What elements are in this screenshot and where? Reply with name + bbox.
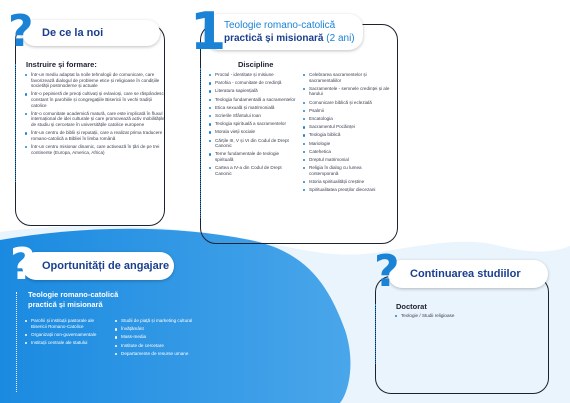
discipline-item: Teologia spirituală a sacramentelor [208,121,296,127]
jobs-title: Oportunități de angajare [42,260,170,272]
discipline-item: Etica sexuală și matrimonială [208,105,296,111]
why-us-list-item: Într-o pepinieră de preoți cultivați și evlavioși, care se răspândesc constant în parohiile și congregațiile Bisericii în vechi tradiții catolice [24,91,166,108]
continue-subtitle: Doctorat [396,302,427,311]
program-title-duration: (2 ani) [326,33,355,44]
discipline-item: Mariologie [302,141,392,147]
discipline-item: Comunicare biblică și eclezială [302,100,392,106]
discipline-item: Cărțile III, V și VI din Codul de Drept Canonic [208,138,296,149]
job-item: Instituții centrale ale statului [24,340,108,346]
program-dotted-line [200,68,201,218]
jobs-subtitle-line2: practică și misionară [28,300,103,309]
jobs-column-1 [24,318,108,348]
job-item: Institute de cercetare [114,343,198,349]
job-item: Mass-media [114,334,198,340]
why-us-list-item: Într-un mediu adaptat la noile tehnologii de comunicare, care favorizează dialogul de probleme etice și religioase în condițiile societății postmoderne și actuale [24,72,166,89]
program-title-line1: Teologie romano-catolică [224,20,336,31]
continue-frame [375,276,549,394]
why-us-list-item: Într-un centru misionar dinamic, care activează în țări de pe trei continente (Europa, America, Africa) [24,144,166,155]
job-item: Organizații non-guvernamentale [24,332,108,338]
discipline-item: Cartea a IV-a din Codul de Drept Canonic [208,165,296,176]
discipline-item: Celebrarea sacramentelor și sacramentaliilor [302,72,392,83]
job-item: Învățământ [114,326,198,332]
discipline-item: Proctul - identitate și misiune [208,72,296,78]
program-title-bold: practică și misionară [224,33,324,44]
discipline-item: Sacramentul Pocăinței [302,124,392,130]
discipline-item: Spiritualitatea preoților diecezani [302,187,392,193]
job-item: Departamente de resurse umane [114,351,198,357]
question-mark-icon: ? [374,246,400,297]
continue-dotted-line [375,304,376,364]
jobs-column-2 [114,318,198,359]
discipline-item: Sacramentele - semnele credinței și ale harului [302,86,392,97]
jobs-subtitle-line1: Teologie romano-catolică [28,290,119,299]
discipline-item: Teme fundamentale de teologie spirituală [208,151,296,162]
discipline-item: Catehetica [302,149,392,155]
question-mark-icon: ? [10,239,36,290]
why-us-title: De ce la noi [42,27,104,39]
job-item: Studii de piață și marketing cultural [114,318,198,324]
discipline-item: Scrierile Sfântului Ioan [208,113,296,119]
program-title-line2 [224,33,355,44]
doctorate-item: Teologie / Studii religioase [394,313,534,319]
discipline-item: Teologia fundamentală a sacramentelor [208,97,296,103]
disciplines-column-2 [302,72,392,195]
discipline-item: Istoria spiritualității creștine [302,179,392,185]
disciplines-heading: Discipline [238,60,274,69]
continue-list [394,313,534,321]
why-us-list-item: Într-o comunitate academică matură, care este implicată în fluxul internațional de idei culturale și care promovează activ mobilitățile de studiu și cercetare în universitățile catolice europene [24,111,166,128]
why-us-dotted-line [15,64,16,182]
discipline-item: Parohia - comunitate de credință [208,80,296,86]
discipline-item: Dreptul matrimonial [302,157,392,163]
discipline-item: Morala vieții sociale [208,129,296,135]
question-mark-icon: ? [8,6,34,57]
why-us-list [24,72,166,158]
why-us-subtitle: Instruire și formare: [26,60,97,69]
continue-title: Continuarea studiilor [410,268,521,280]
number-one-badge: 1 [190,2,227,62]
disciplines-column-1 [208,72,296,179]
job-item: Parohii și instituții pastorale ale Bisericii Romano-Catolice [24,318,108,329]
discipline-item: Literatura sapiențială [208,88,296,94]
discipline-item: Teologia biblică [302,132,392,138]
jobs-dotted-line [16,292,17,392]
discipline-item: Psalmii [302,108,392,114]
discipline-item: Escatologia [302,116,392,122]
why-us-list-item: Într-un centru de biblii și reputații, care a realizat prima traducere romano-catolică a Bibliei în limba română [24,130,166,141]
discipline-item: Religia în dialog cu lumea contemporană [302,165,392,176]
